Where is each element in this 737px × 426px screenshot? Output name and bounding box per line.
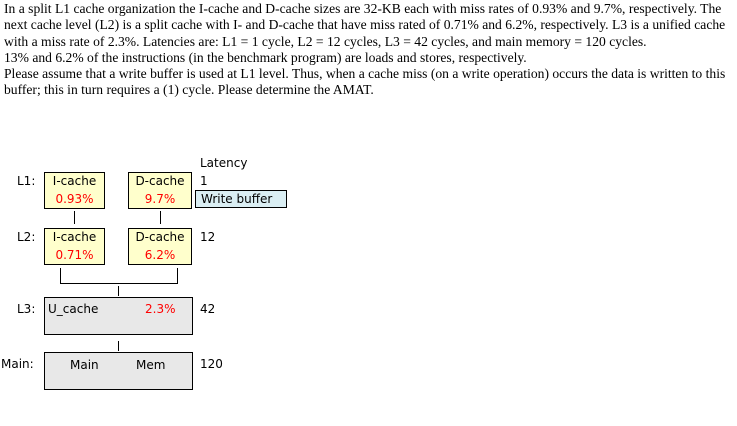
l3-ucache-label: U_cache bbox=[48, 302, 99, 316]
write-buffer-box bbox=[195, 190, 287, 208]
l2-dcache-miss-rate: 6.2% bbox=[144, 248, 176, 262]
l1-l2-icache-connector bbox=[74, 211, 75, 224]
l2-icache-down-connector bbox=[60, 268, 61, 283]
main-mem-label: Mem bbox=[136, 358, 166, 372]
l1-dcache-miss-rate: 9.7% bbox=[144, 192, 176, 206]
l2-icache-label: I-cache bbox=[52, 230, 97, 244]
main-latency: 120 bbox=[200, 357, 223, 371]
l1-label: L1: bbox=[17, 174, 36, 188]
l2-latency: 12 bbox=[200, 230, 216, 244]
problem-paragraph-2: 13% and 6.2% of the instructions (in the benchmark program) are loads and stores, respectively. bbox=[4, 49, 527, 65]
l1-dcache-label: D-cache bbox=[135, 174, 185, 188]
problem-text bbox=[4, 1, 732, 99]
latency-header: Latency bbox=[200, 156, 248, 170]
l1-icache-label: I-cache bbox=[52, 174, 97, 188]
main-label: Main: bbox=[1, 357, 34, 371]
main-name: Main bbox=[70, 358, 99, 372]
l2-label: L2: bbox=[17, 230, 36, 244]
l3-main-connector bbox=[118, 341, 119, 351]
write-buffer-label: Write buffer bbox=[201, 192, 273, 206]
l1-dcache-box bbox=[128, 172, 192, 209]
l2-l3-connector bbox=[118, 286, 119, 296]
l2-icache-miss-rate: 0.71% bbox=[55, 248, 94, 262]
problem-paragraph-1: In a split L1 cache organization the I-cache and D-cache sizes are 32-KB each with miss rates of 0.93% and 9.7%, respectively. The next cache level (L2) is a split cache with I- and D-cache that have miss rated of 0.71% and 6.2%, respectively. L3 is a unified cache with a miss rate of 2.3%. Latencies are: L1 = 1 cycle, L2 = 12 cycles, L3 = 42 cycles, and main memory = 120 cycles. bbox=[4, 1, 726, 49]
l1-latency: 1 bbox=[200, 174, 208, 188]
l2-dcache-box bbox=[128, 228, 192, 265]
l1-icache-miss-rate: 0.93% bbox=[55, 192, 94, 206]
l3-latency: 42 bbox=[200, 302, 216, 316]
problem-paragraph-3: Please assume that a write buffer is used at L1 level. Thus, when a cache miss (on a write operation) occurs the data is written to this buffer; this in turn requires a (1) cycle. Please determine the AMAT. bbox=[4, 66, 726, 98]
l1-icache-box bbox=[44, 172, 105, 209]
l2-dcache-label: D-cache bbox=[135, 230, 185, 244]
l2-icache-box bbox=[44, 228, 105, 265]
l3-label: L3: bbox=[17, 302, 36, 316]
main-memory-box bbox=[44, 352, 193, 390]
l2-merge-line bbox=[60, 283, 178, 284]
l2-dcache-down-connector bbox=[177, 268, 178, 283]
l3-unified-cache-box bbox=[44, 297, 193, 335]
l1-l2-dcache-connector bbox=[160, 211, 161, 224]
l3-miss-rate: 2.3% bbox=[145, 302, 176, 316]
